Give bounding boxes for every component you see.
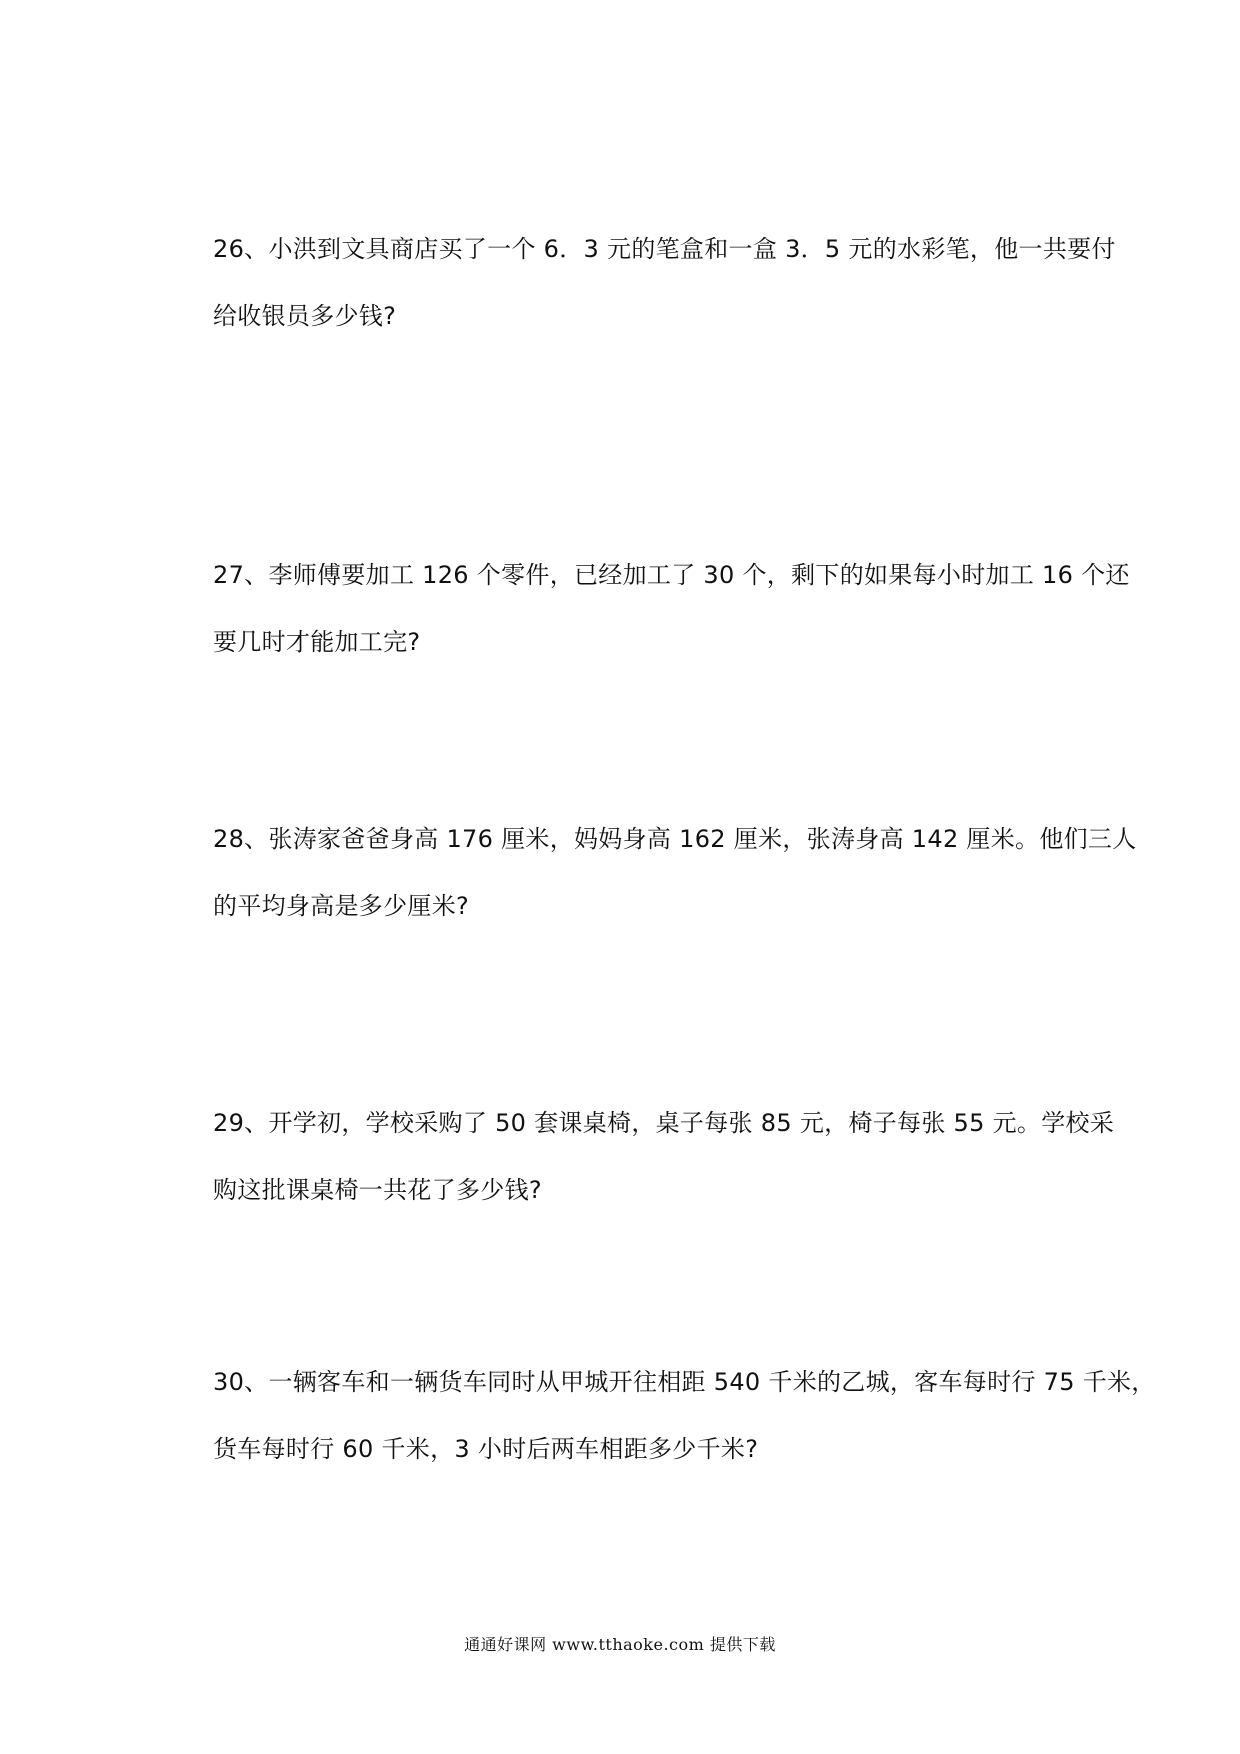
question-28 <box>213 806 1137 940</box>
question-30-line-1: 30、一辆客车和一辆货车同时从甲城开往相距 540 千米的乙城，客车每时行 75 千米， <box>213 1368 1156 1396</box>
question-27-line-2: 要几时才能加工完? <box>213 628 421 656</box>
question-27 <box>213 542 1133 676</box>
question-27-line-1: 27、李师傅要加工 126 个零件，已经加工了 30 个，剩下的如果每小时加工 16 个还 <box>213 561 1130 589</box>
question-30-line-2: 货车每时行 60 千米，3 小时后两车相距多少千米? <box>213 1435 759 1463</box>
question-26-line-2: 给收银员多少钱? <box>213 302 397 330</box>
question-26-line-1: 26、小洪到文具商店买了一个 6．3 元的笔盒和一盒 3．5 元的水彩笔，他一共要付 <box>213 235 1116 263</box>
question-28-line-1: 28、张涛家爸爸身高 176 厘米，妈妈身高 162 厘米，张涛身高 142 厘米。他们三人 <box>213 825 1137 853</box>
question-29 <box>213 1090 1133 1224</box>
question-29-line-1: 29、开学初，学校采购了 50 套课桌椅，桌子每张 85 元，椅子每张 55 元。学校采 <box>213 1109 1115 1137</box>
question-28-line-2: 的平均身高是多少厘米? <box>213 892 470 920</box>
question-26 <box>213 216 1133 350</box>
page-footer: 通通好课网 www.tthaoke.com 提供下载 <box>464 1635 776 1654</box>
question-29-line-2: 购这批课桌椅一共花了多少钱? <box>213 1176 542 1204</box>
question-30 <box>213 1349 1156 1483</box>
